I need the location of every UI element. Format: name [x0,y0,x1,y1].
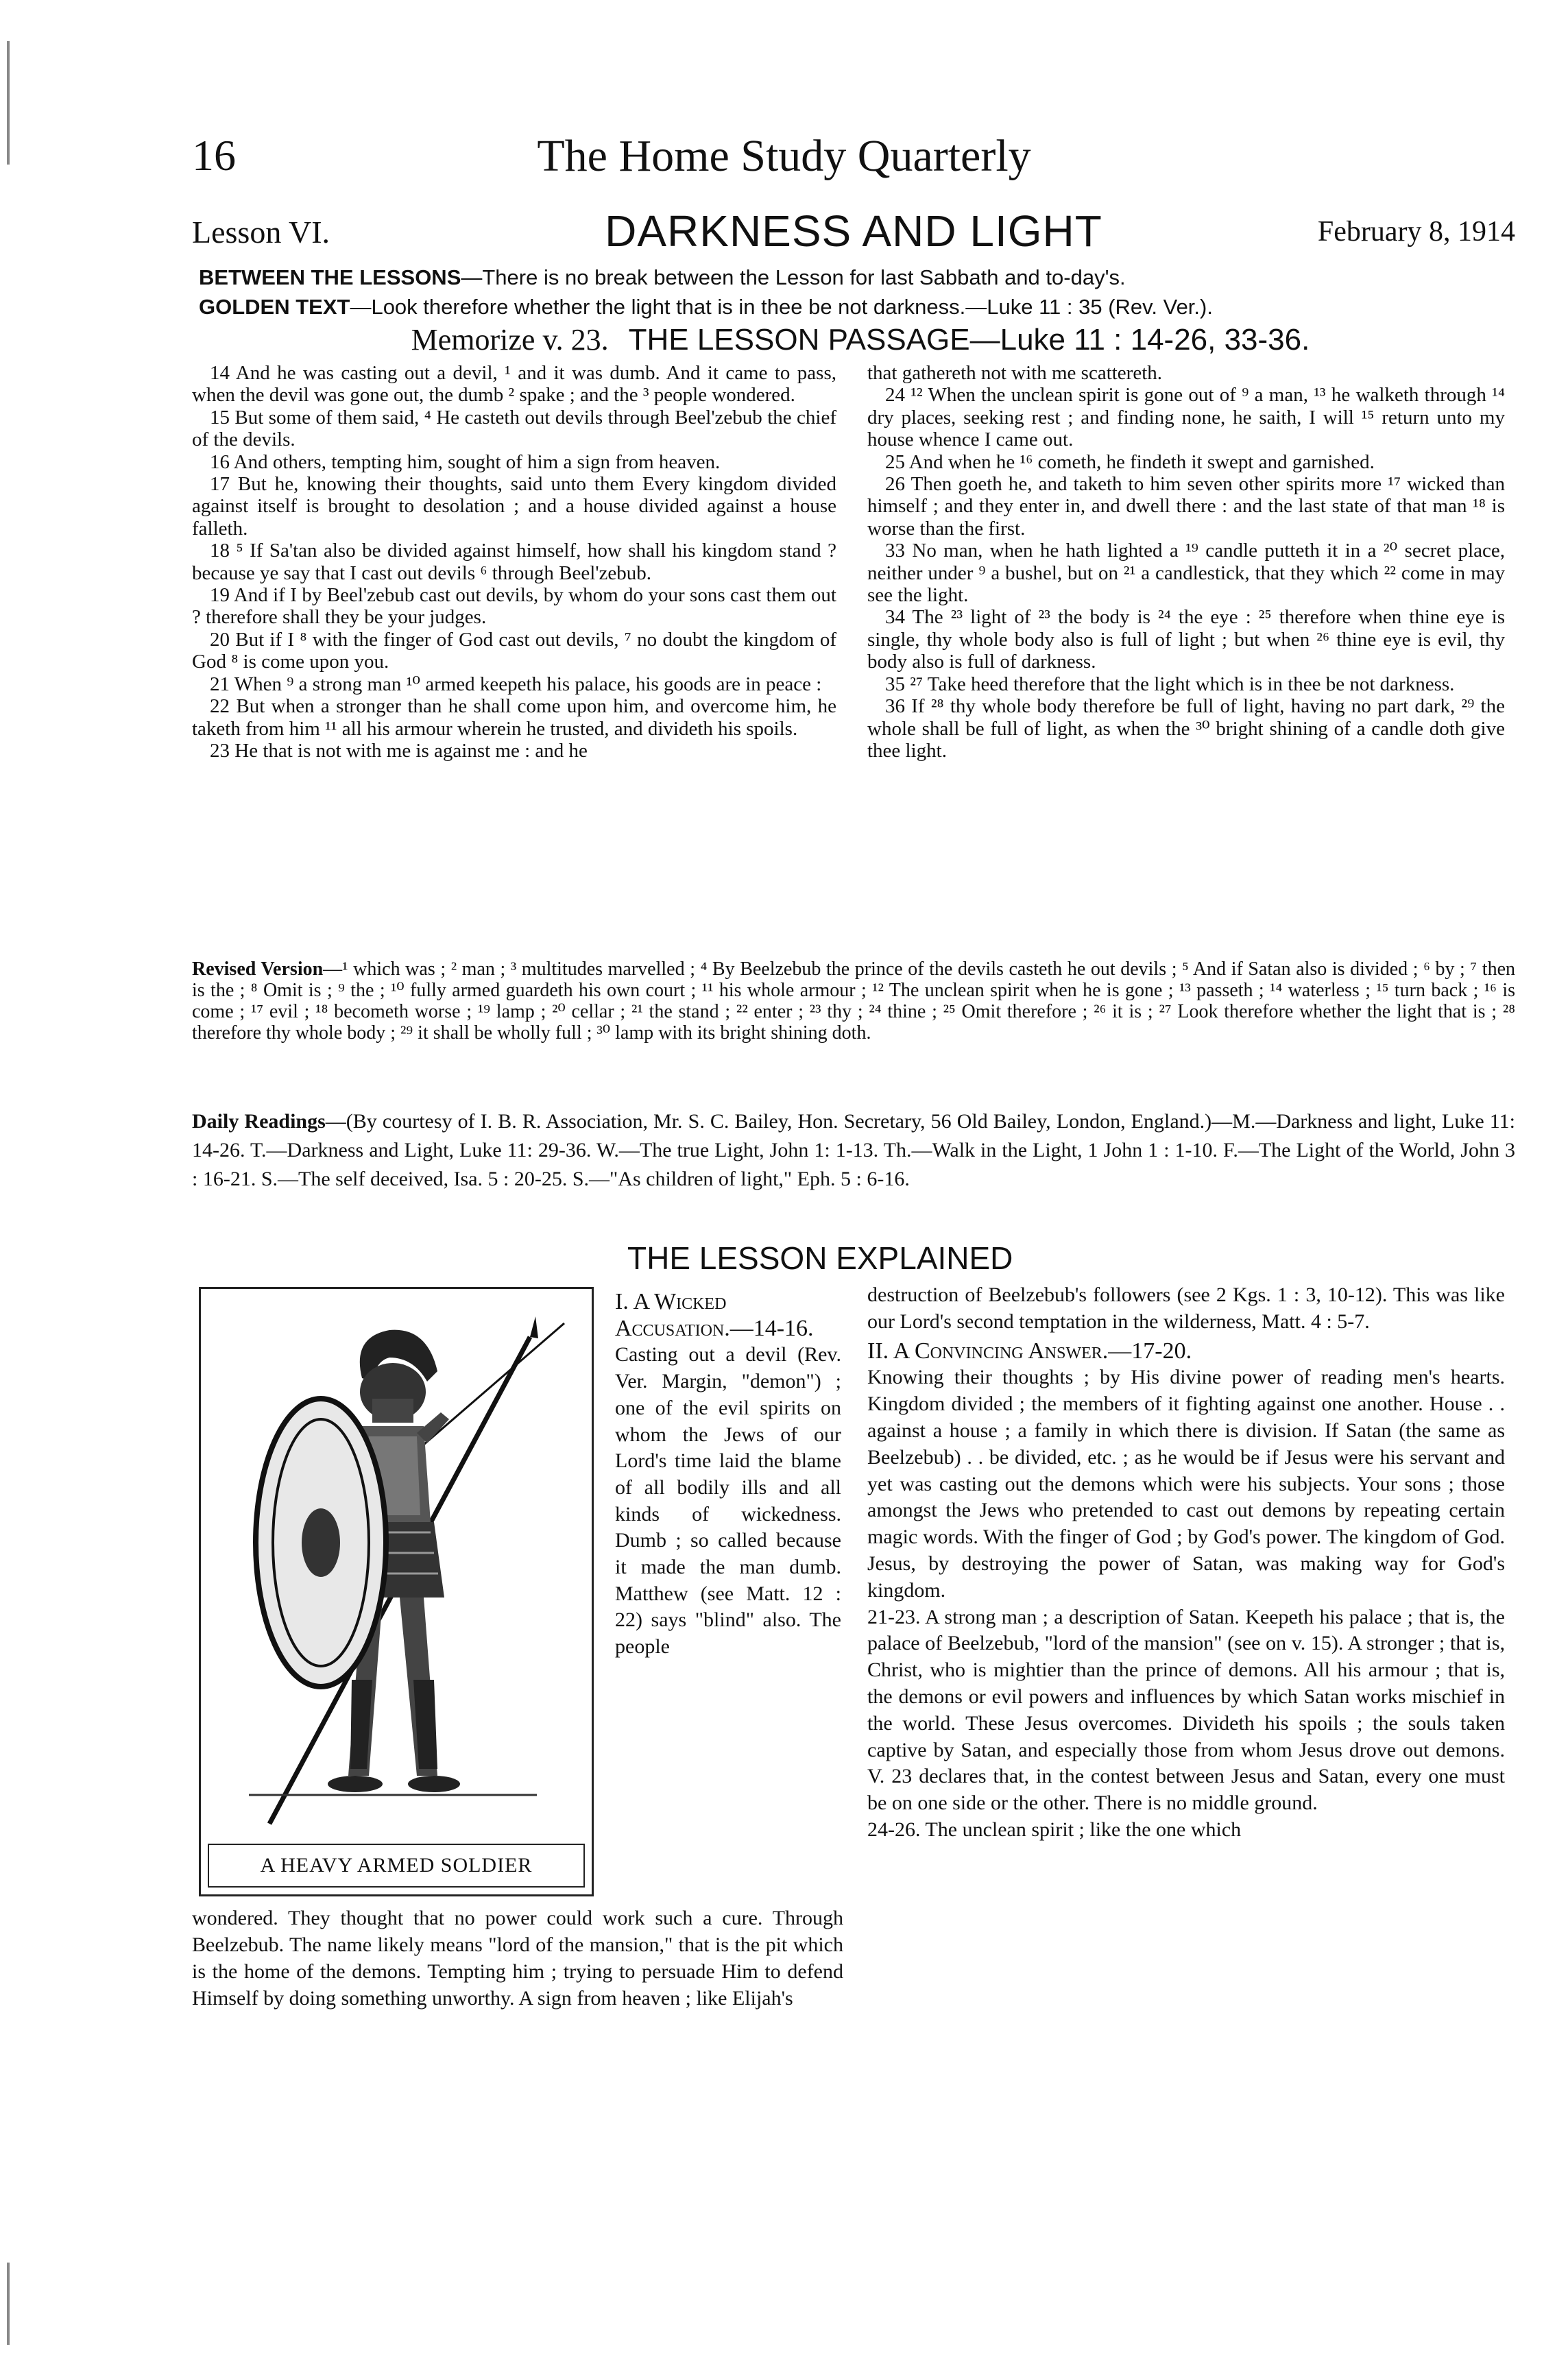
verse-23: 23 He that is not with me is against me : and he [210,739,588,762]
explanation-narrow-column [615,1289,841,1661]
explanation-right-column [867,1282,1505,1844]
section-2-heading: II. A Convincing Answer.—17-20. [867,1338,1192,1364]
beelzebub-destruction-text: destruction of Beelzebub's followers (see 2 Kgs. 1 : 3, 10-12). This was like our Lord's second temptation in the wilderness, Matt. 4 : 5-7. [867,1283,1505,1333]
passage-right-column [867,362,1505,762]
verse-15: 15 But some of them said, ⁴ He casteth out devils through Beel'zebub the chief of the devils. [192,406,836,451]
lesson-number: Lesson VI. [192,215,330,250]
lesson-title: DARKNESS AND LIGHT [605,206,1102,256]
between-text: —There is no break between the Lesson for last Sabbath and to-day's. [461,265,1126,289]
between-label: BETWEEN THE LESSONS [199,265,461,289]
explanation-continued: wondered. They thought that no power could work such a cure. Through Beelzebub. The name likely means "lord of the mansion," that is the pit which is the home of the demons. Tempting him ; trying to persuade Him to defend Himself by doing something unworthy. A sign from heaven ; like Elijah's [192,1907,843,2010]
verse-22: 22 But when a stronger than he shall come upon him, and overcome him, he taketh from him ¹¹ all his armour wherein he trusted, and divideth his spoils. [192,695,836,740]
daily-label: Daily Readings [192,1110,326,1133]
verse-25: 25 And when he ¹⁶ cometh, he findeth it swept and garnished. [885,450,1375,473]
golden-text-body: —Look therefore whether the light that is in thee be not darkness.—Luke 11 : 35 (Rev. Ver.). [350,295,1213,319]
heavy-armed-soldier-figure [208,1296,585,1831]
verse-17: 17 But he, knowing their thoughts, said unto them Every kingdom divided against itself is brought to desolation ; and a house divided against a house falleth. [192,473,836,540]
memorize-verse: Memorize v. 23. [411,323,609,357]
verses-24-26-text: 24-26. The unclean spirit ; like the one which [867,1818,1242,1841]
section-2-text: Knowing their thoughts ; by His divine power of reading men's hearts. Kingdom divided ; the members of it fighting against one another. House . . against a house ; a family in which there is division. If Satan (the same as Beelzebub) . . be divided, etc. ; as he would be if Jesus were his servant and yet was casting out the demons which were his subjects. Your sons ; those amongst the Jews who pretended to cast out demons by repeating certain magic words. With the finger of God ; by God's power. The kingdom of God. Jesus, by destroying the power of Satan, was making way for God's kingdom. [867,1366,1505,1602]
verse-35: 35 ²⁷ Take heed therefore that the light which is in thee be not darkness. [885,673,1455,695]
revised-label: Revised Version [192,959,324,980]
scan-artifact [7,2263,10,2345]
verse-23-cont: that gathereth not with me scattereth. [867,362,1163,384]
golden-label: GOLDEN TEXT [199,295,350,319]
page-number: 16 [192,131,236,180]
section-1-text: Casting out a devil (Rev. Ver. Margin, "demon") ; one of the evil spirits on whom the Jews of our Lord's time laid the blame of all bodily ills and all kinds of wickedness. Dumb ; so called because it made the man dumb. Matthew (see Matt. 12 : 22) says "blind" also. The people [615,1343,841,1659]
verses-21-23-text: 21-23. A strong man ; a description of Satan. Keepeth his palace ; that is, the palace of Beelzebub, "lord of the mansion" (see on v. 15). A stronger ; that is, Christ, who is mightier than the prince of demons. All his armour ; that is, the demons or evil powers and influences by which Satan works mischief in the world. These Jesus overcomes. Divideth his spoils ; the souls taken captive by Satan, and especially those from whom Jesus drove out demons. V. 23 declares that, in the contest between Jesus and Satan, every one must be on one side or the other. There is no middle ground. [867,1605,1505,1815]
running-head: The Home Study Quarterly [537,131,1031,181]
between-the-lessons [199,264,1522,291]
verse-24: 24 ¹² When the unclean spirit is gone out of ⁹ a man, ¹³ he walketh through ¹⁴ dry places, seeking rest ; and finding none, he saith, I will ¹⁵ return unto my house whence I came out. [867,384,1505,451]
lesson-title-row [192,206,1515,261]
verse-36: 36 If ²⁸ thy whole body therefore be full of light, having no part dark, ²⁹ the whole shall be full of light, as when the ³⁰ bright shining of a candle doth give thee light. [867,695,1505,762]
revised-version-notes [192,959,1515,1044]
daily-readings [192,1107,1515,1194]
golden-text [199,293,1522,321]
daily-text: —(By courtesy of I. B. R. Association, Mr. S. C. Bailey, Hon. Secretary, 56 Old Bailey, London, England.)—M.—Darkness and light, Luke 11: 14-26. T.—Darkness and Light, Luke 11: 29-36. W.—The true Light, John 1: 1-13. Th.—Walk in the Light, 1 John 1 : 1-10. F.—The Light of the World, John 3 : 16-21. S.—The self deceived, Isa. 5 : 20-25. S.—"As children of light," Eph. 5 : 6-16. [192,1110,1515,1190]
verse-33: 33 No man, when he hath lighted a ¹⁹ candle putteth it in a ²⁰ secret place, neither under ⁹ a bushel, but on ²¹ a candlestick, that they which ²² come in may see the light. [867,540,1505,607]
lesson-explained-heading: THE LESSON EXPLAINED [627,1240,1013,1276]
passage-heading: THE LESSON PASSAGE—Luke 11 : 14-26, 33-36. [628,323,1310,357]
section-1-heading: I. A Wicked Accusation.—14-16. [615,1289,814,1341]
passage-left-column [192,362,836,762]
figure-caption: A HEAVY ARMED SOLDIER [208,1844,585,1888]
verse-21: 21 When ⁹ a strong man ¹⁰ armed keepeth his palace, his goods are in peace : [210,673,822,695]
verse-19: 19 And if I by Beel'zebub cast out devils, by whom do your sons cast them out ? therefore shall they be your judges. [192,584,836,629]
lesson-date: February 8, 1914 [1317,216,1515,248]
verse-34: 34 The ²³ light of ²³ the body is ²⁴ the eye : ²⁵ therefore when thine eye is single, thy whole body also is full of light ; but when ²⁶ thine eye is evil, thy body also is full of darkness. [867,606,1505,673]
verse-20: 20 But if I ⁸ with the finger of God cast out devils, ⁷ no doubt the kingdom of God ⁸ is come upon you. [192,628,836,673]
revised-text: —¹ which was ; ² man ; ³ multitudes marvelled ; ⁴ By Beelzebub the prince of the devils casteth he out devils ; ⁵ And if Satan also is divided ; ⁶ by ; ⁷ then is the ; ⁸ Omit is ; ⁹ the ; ¹⁰ fully armed guardeth his own court ; ¹¹ his whole armour ; ¹² The unclean spirit when he is gone ; ¹³ passeth ; ¹⁴ waterless ; ¹⁵ turn back ; ¹⁶ is come ; ¹⁷ evil ; ¹⁸ becometh worse ; ¹⁹ lamp ; ²⁰ cellar ; ²¹ the stand ; ²² enter ; ²³ thy ; ²⁴ thine ; ²⁵ Omit therefore ; ²⁶ it is ; ²⁷ Look therefore whether the light that is ; ²⁸ therefore thy whole body ; ²⁹ it shall be wholly full ; ³⁰ lamp with its bright shining doth. [192,959,1515,1044]
verse-26: 26 Then goeth he, and taketh to him seven other spirits more ¹⁷ wicked than himself ; and they enter in, and dwell there : and the last state of that man ¹⁸ is worse than the first. [867,473,1505,540]
verse-14: 14 And he was casting out a devil, ¹ and it was dumb. And it came to pass, when the devil was gone out, the dumb ² spake ; and the ³ people wondered. [192,362,836,407]
memorize-row [199,322,1522,357]
soldier-illustration [199,1287,594,1896]
verse-18: 18 ⁵ If Sa'tan also be divided against himself, how shall his kingdom stand ? because ye say that I cast out devils ⁶ through Beel'zebub. [192,540,836,584]
verse-16: 16 And others, tempting him, sought of him a sign from heaven. [210,450,721,473]
